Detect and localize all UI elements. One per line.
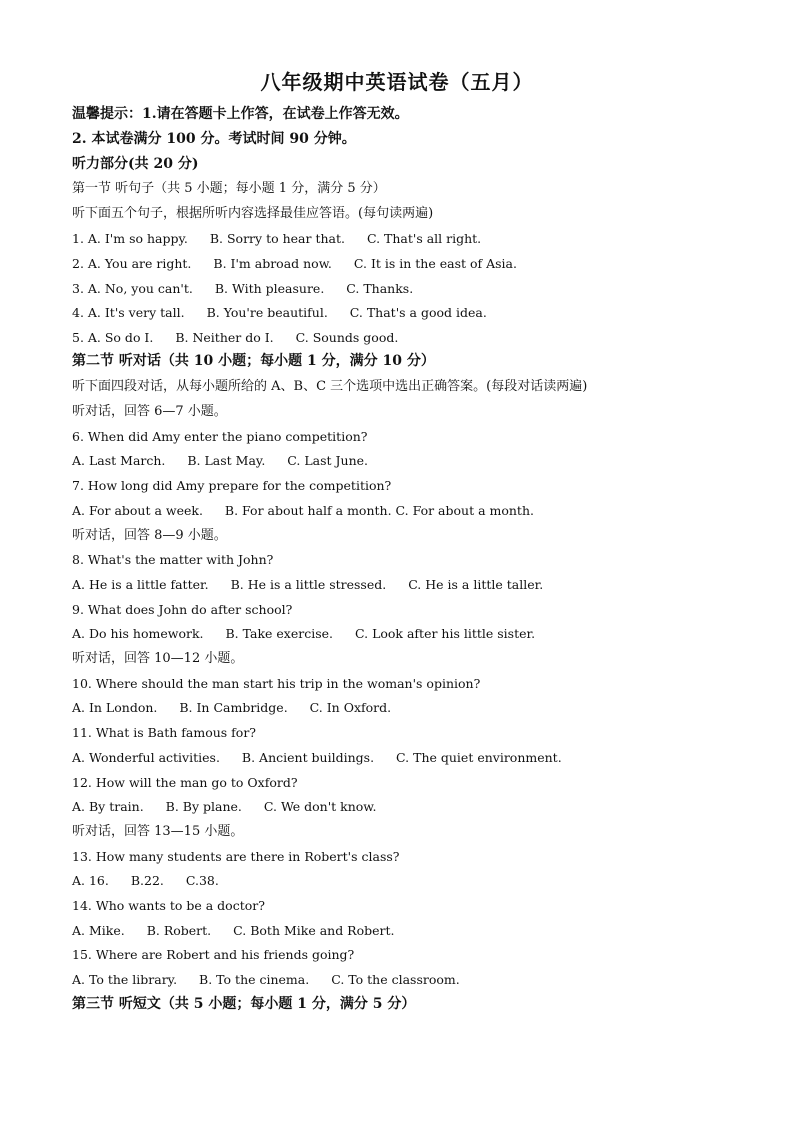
option-a: A. Last March.: [72, 453, 166, 468]
option-c: C. That's a good idea.: [349, 305, 487, 320]
option-b: B. With pleasure.: [214, 281, 325, 296]
option-b: B. Last May.: [187, 453, 266, 468]
dialog1-intro: 听对话，回答 6—7 小题。: [72, 404, 227, 419]
option-b: B. Robert.: [146, 923, 212, 938]
option-b: B.22.: [130, 873, 164, 888]
option-a: A. In London.: [72, 700, 158, 715]
option-a: A. Mike.: [72, 923, 125, 938]
option-c: C. Last June.: [287, 453, 369, 468]
question-9-options: [72, 626, 535, 642]
question-15-text: 15. Where are Robert and his friends going?: [72, 947, 355, 962]
option-a: A. By train.: [72, 799, 144, 814]
dialog3-intro: 听对话，回答 10—12 小题。: [72, 651, 244, 666]
option-c: C. The quiet environment.: [396, 750, 562, 765]
option-a: A. For about a week.: [72, 503, 203, 518]
option-b: B. Sorry to hear that.: [209, 231, 345, 246]
page-title: 八年级期中英语试卷（五月）: [260, 70, 534, 94]
question-6-options: [72, 453, 368, 469]
notice-line-1: 温馨提示：1.请在答题卡上作答，在试卷上作答无效。: [72, 106, 409, 122]
option-b: B. In Cambridge.: [179, 700, 288, 715]
option-a: A. 16.: [72, 873, 109, 888]
question-14-text: 14. Who wants to be a doctor?: [72, 898, 265, 913]
question-11-text: 11. What is Bath famous for?: [72, 725, 256, 740]
section1-instruction: 听下面五个句子，根据所听内容选择最佳应答语。(每句读两遍): [72, 206, 434, 221]
option-b: B. Take exercise.: [225, 626, 334, 641]
dialog2-intro: 听对话，回答 8—9 小题。: [72, 528, 227, 543]
option-b: B. By plane.: [165, 799, 242, 814]
option-b: B. I'm abroad now.: [213, 256, 332, 271]
listening-header: 听力部分(共 20 分): [72, 156, 199, 172]
section2-heading: 第二节 听对话（共 10 小题；每小题 1 分，满分 10 分）: [72, 353, 435, 369]
question-10-options: [72, 700, 391, 716]
option-a: 3. A. No, you can't.: [72, 281, 193, 296]
option-c: C. Look after his little sister.: [355, 626, 536, 641]
option-a: A. Wonderful activities.: [72, 750, 220, 765]
question-1: [72, 231, 481, 247]
question-11-options: [72, 750, 562, 766]
question-15-options: [72, 972, 460, 988]
option-c: C. To the classroom.: [331, 972, 460, 987]
option-a: A. He is a little fatter.: [72, 577, 209, 592]
section2-instruction: 听下面四段对话，从每小题所给的 A、B、C 三个选项中选出正确答案。(每段对话读两遍): [72, 379, 588, 394]
option-a: 1. A. I'm so happy.: [72, 231, 188, 246]
question-8-options: [72, 577, 543, 593]
option-c: C. That's all right.: [366, 231, 482, 246]
question-12-text: 12. How will the man go to Oxford?: [72, 775, 298, 790]
option-c: C. It is in the east of Asia.: [353, 256, 517, 271]
option-c: C. In Oxford.: [309, 700, 392, 715]
question-10-text: 10. Where should the man start his trip in the woman's opinion?: [72, 676, 481, 691]
option-bc: B. For about half a month. C. For about a month.: [224, 503, 534, 518]
dialog4-intro: 听对话，回答 13—15 小题。: [72, 824, 244, 839]
question-3: [72, 281, 413, 297]
option-b: B. To the cinema.: [199, 972, 310, 987]
section1-heading: 第一节 听句子（共 5 小题；每小题 1 分，满分 5 分）: [72, 181, 386, 196]
question-9-text: 9. What does John do after school?: [72, 602, 293, 617]
option-a: 2. A. You are right.: [72, 256, 192, 271]
notice-line-2: 2. 本试卷满分 100 分。考试时间 90 分钟。: [72, 131, 356, 147]
option-a: A. Do his homework.: [72, 626, 204, 641]
option-c: C.38.: [185, 873, 219, 888]
question-12-options: [72, 799, 377, 815]
question-13-options: [72, 873, 219, 889]
option-b: B. He is a little stressed.: [230, 577, 387, 592]
question-6-text: 6. When did Amy enter the piano competition?: [72, 429, 368, 444]
option-a: A. To the library.: [72, 972, 178, 987]
option-c: C. He is a little taller.: [408, 577, 544, 592]
option-b: B. You're beautiful.: [206, 305, 328, 320]
option-c: C. Sounds good.: [295, 330, 399, 345]
question-7-options: [72, 503, 534, 519]
option-c: C. Both Mike and Robert.: [233, 923, 395, 938]
question-4: [72, 305, 487, 321]
question-8-text: 8. What's the matter with John?: [72, 552, 274, 567]
question-2: [72, 256, 517, 272]
question-14-options: [72, 923, 395, 939]
option-b: B. Neither do I.: [175, 330, 274, 345]
option-a: 5. A. So do I.: [72, 330, 154, 345]
question-7-text: 7. How long did Amy prepare for the competition?: [72, 478, 392, 493]
question-13-text: 13. How many students are there in Robert's class?: [72, 849, 400, 864]
option-a: 4. A. It's very tall.: [72, 305, 185, 320]
option-c: C. Thanks.: [346, 281, 414, 296]
question-5: [72, 330, 398, 346]
option-b: B. Ancient buildings.: [241, 750, 375, 765]
section3-heading: 第三节 听短文（共 5 小题；每小题 1 分，满分 5 分）: [72, 996, 416, 1012]
option-c: C. We don't know.: [263, 799, 377, 814]
